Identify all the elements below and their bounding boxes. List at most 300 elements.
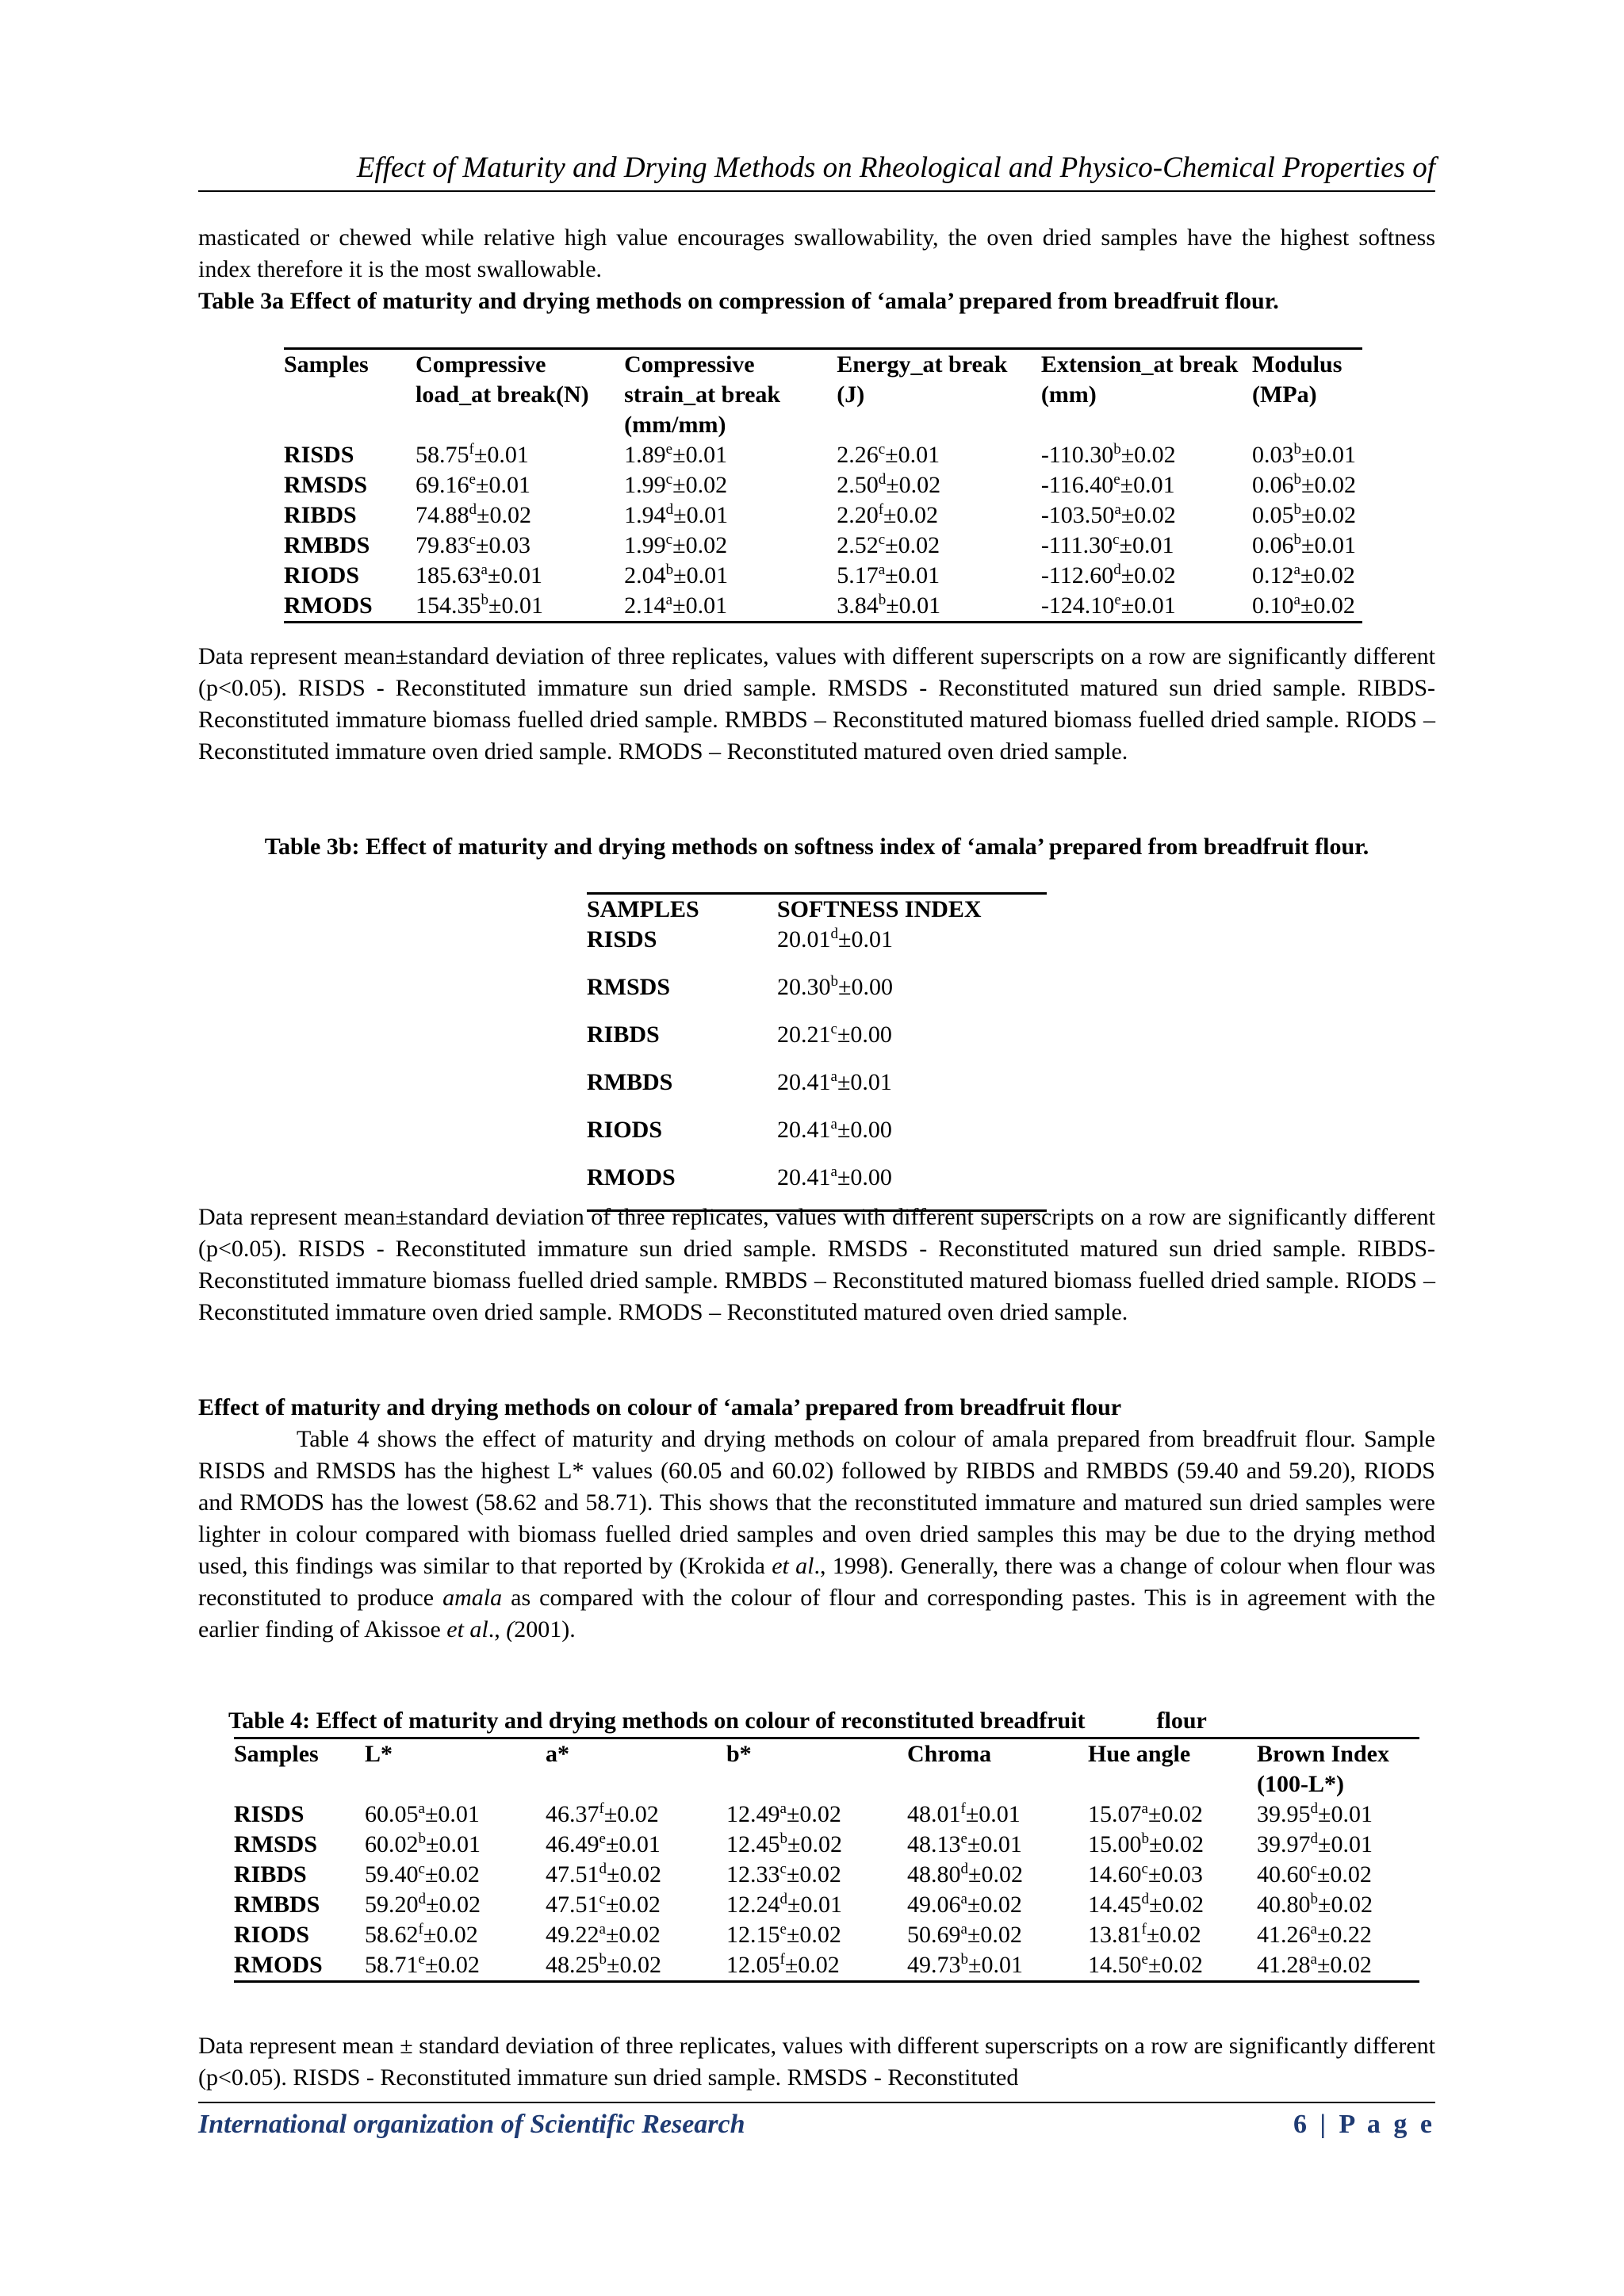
- header-rule: [198, 190, 1435, 192]
- table4-row: [234, 1920, 1419, 1950]
- cell-superscript: a: [779, 1800, 787, 1817]
- table4-note-block: [198, 2030, 1435, 2094]
- table3a-sample-label: RMBDS: [284, 532, 370, 558]
- table4-header-row: [234, 1738, 1419, 1800]
- cell-mean: 20.41: [777, 1117, 831, 1143]
- cell-sd: ±0.01: [672, 592, 728, 619]
- cell-superscript: c: [665, 531, 673, 548]
- cell-mean: -112.60: [1040, 562, 1114, 588]
- cell-mean: 59.20: [365, 1892, 419, 1918]
- table3b-row: [587, 1068, 1047, 1115]
- cell-sd: ±0.02: [1146, 1922, 1201, 1948]
- table3b-cell: [777, 972, 1047, 1020]
- cell-sd: ±0.02: [1301, 502, 1356, 528]
- cell-sd: ±0.01: [885, 562, 940, 588]
- cell-sd: ±0.02: [423, 1922, 478, 1948]
- cell-mean: 15.00: [1088, 1831, 1142, 1857]
- cell-sd: ±0.02: [1318, 1892, 1373, 1918]
- table3b-row: [587, 925, 1047, 972]
- cell-mean: 12.15: [726, 1922, 780, 1948]
- table3a-cell: [1041, 470, 1252, 500]
- cell-superscript: e: [779, 1921, 787, 1938]
- table4: [234, 1737, 1419, 1983]
- footer-page-number: 6 | P a g e: [1293, 2110, 1435, 2139]
- cell-superscript: a: [599, 1921, 606, 1938]
- table4-cell: [1088, 1890, 1257, 1920]
- cell-sd: ±0.01: [605, 1831, 661, 1857]
- cell-sd: ±0.01: [473, 442, 529, 468]
- cell-superscript: a: [960, 1891, 967, 1907]
- cell-mean: 20.30: [777, 974, 831, 1000]
- colour-paren: (: [506, 1616, 515, 1642]
- table3a-cell: [416, 531, 624, 561]
- table3b-cell: [777, 1020, 1047, 1068]
- cell-sd: ±0.01: [787, 1892, 842, 1918]
- cell-mean: 74.88: [416, 502, 469, 528]
- intro-block: [198, 222, 1435, 317]
- table3b-row: [587, 1115, 1047, 1163]
- cell-superscript: d: [878, 471, 887, 488]
- table3b-row: [587, 972, 1047, 1020]
- cell-mean: 0.12: [1252, 562, 1294, 588]
- cell-mean: 0.03: [1252, 442, 1294, 468]
- cell-mean: 20.41: [777, 1164, 831, 1190]
- cell-superscript: e: [418, 1951, 425, 1968]
- cell-sd: ±0.02: [786, 1861, 841, 1888]
- cell-superscript: d: [1141, 1891, 1149, 1907]
- cell-superscript: e: [1113, 471, 1120, 488]
- table4-cell: [907, 1860, 1088, 1890]
- cell-sd: ±0.01: [838, 926, 893, 953]
- table4-row: [234, 1950, 1419, 1982]
- cell-mean: 48.13: [907, 1831, 961, 1857]
- cell-superscript: c: [469, 531, 476, 548]
- table3a-cell: [837, 500, 1041, 531]
- table3b-row: [587, 1020, 1047, 1068]
- cell-superscript: b: [960, 1951, 968, 1968]
- cell-mean: 12.24: [726, 1892, 780, 1918]
- cell-superscript: a: [830, 1068, 837, 1085]
- table3b-wrapper: [587, 892, 1047, 1212]
- cell-superscript: f: [418, 1921, 423, 1938]
- cell-superscript: a: [665, 592, 673, 608]
- table3b-sample-label: RMSDS: [587, 974, 671, 1000]
- table4-cell: [1257, 1800, 1419, 1830]
- cell-superscript: e: [469, 471, 476, 488]
- table3b-caption-block: [198, 831, 1435, 863]
- cell-mean: 5.17: [837, 562, 879, 588]
- cell-mean: 49.06: [907, 1892, 961, 1918]
- cell-superscript: a: [1310, 1921, 1317, 1938]
- table3a-cell: [1041, 440, 1252, 470]
- cell-sd: ±0.01: [886, 592, 941, 619]
- cell-sd: ±0.01: [965, 1801, 1021, 1827]
- cell-mean: 0.06: [1252, 472, 1294, 498]
- table3b-cell: [777, 1068, 1047, 1115]
- cell-mean: 14.50: [1088, 1952, 1142, 1978]
- table3a-cell: [837, 470, 1041, 500]
- cell-mean: 47.51: [546, 1892, 599, 1918]
- table3b-sample-label: RMBDS: [587, 1069, 673, 1095]
- cell-superscript: a: [1293, 592, 1300, 608]
- table3a-sample-label: RIODS: [284, 562, 360, 588]
- cell-mean: 39.97: [1257, 1831, 1311, 1857]
- table3a-row: [284, 500, 1362, 531]
- cell-mean: 2.26: [837, 442, 879, 468]
- table4-cell: [907, 1830, 1088, 1860]
- cell-superscript: b: [1293, 531, 1301, 548]
- table4-cell: [1088, 1920, 1257, 1950]
- table4-header-6: Brown Index (100-L*): [1257, 1741, 1389, 1797]
- cell-mean: 39.95: [1257, 1801, 1311, 1827]
- colour-section-paragraph: [198, 1424, 1435, 1646]
- cell-mean: 1.99: [624, 472, 666, 498]
- cell-mean: 13.81: [1088, 1922, 1142, 1948]
- cell-sd: ±0.01: [475, 472, 530, 498]
- table3a-sample-label: RISDS: [284, 442, 354, 468]
- table4-note: Data represent mean ± standard deviation of three replicates, values with different superscripts on a row are significantly different (p<0.05). RISDS - Reconstituted immature sun dried sample. RMSDS - Reconstituted: [198, 2033, 1435, 2091]
- footer-journal: International organization of Scientific Research: [198, 2110, 745, 2139]
- cell-superscript: c: [665, 471, 673, 488]
- table3a-cell: [416, 440, 624, 470]
- cell-superscript: b: [481, 592, 489, 608]
- table3a-sample-label: RMODS: [284, 592, 373, 619]
- table3a-row: [284, 561, 1362, 591]
- table3a-header-3: Energy_at break (J): [837, 351, 1008, 408]
- cell-superscript: c: [878, 441, 886, 458]
- cell-mean: 47.51: [546, 1861, 599, 1888]
- table3b-sample-label: RMODS: [587, 1164, 676, 1190]
- cell-sd: ±0.02: [426, 1892, 481, 1918]
- table4-cell: [365, 1950, 546, 1982]
- cell-mean: 2.14: [624, 592, 666, 619]
- cell-sd: ±0.02: [672, 472, 728, 498]
- cell-sd: ±0.02: [605, 1892, 661, 1918]
- colour-section: [198, 1392, 1435, 1646]
- cell-mean: -103.50: [1040, 502, 1115, 528]
- table3a-sample-label: RMSDS: [284, 472, 368, 498]
- table4-cell: [365, 1830, 546, 1860]
- cell-sd: ±0.00: [838, 974, 893, 1000]
- cell-mean: -111.30: [1040, 532, 1113, 558]
- cell-mean: 12.49: [726, 1801, 780, 1827]
- cell-superscript: d: [830, 926, 838, 942]
- table3a-cell: [837, 531, 1041, 561]
- cell-superscript: d: [599, 1861, 607, 1877]
- table4-sample-label: RMSDS: [234, 1831, 318, 1857]
- colour-amala: amala: [442, 1585, 503, 1611]
- table4-cell: [907, 1800, 1088, 1830]
- table4-cell: [726, 1920, 907, 1950]
- cell-superscript: d: [469, 501, 477, 518]
- cell-superscript: a: [1293, 562, 1300, 578]
- cell-sd: ±0.01: [1318, 1801, 1373, 1827]
- cell-sd: ±0.02: [968, 1861, 1023, 1888]
- table4-cell: [1088, 1830, 1257, 1860]
- cell-sd: ±0.01: [673, 502, 729, 528]
- table3a-caption: Table 3a Effect of maturity and drying methods on compression of ‘amala’ prepared from breadfruit flour.: [198, 288, 1279, 314]
- cell-sd: ±0.02: [786, 1801, 841, 1827]
- cell-sd: ±0.02: [787, 1831, 842, 1857]
- cell-mean: 58.71: [365, 1952, 419, 1978]
- cell-mean: 20.41: [777, 1069, 831, 1095]
- cell-mean: 40.60: [1257, 1861, 1311, 1888]
- table3b-sample-label: RIODS: [587, 1117, 663, 1143]
- table3a-cell: [837, 561, 1041, 591]
- table3a-cell: [1041, 500, 1252, 531]
- table4-sample-label: RISDS: [234, 1801, 304, 1827]
- table3a-cell: [1041, 561, 1252, 591]
- cell-superscript: b: [779, 1830, 787, 1847]
- cell-superscript: d: [1310, 1800, 1318, 1817]
- cell-sd: ±0.01: [424, 1801, 480, 1827]
- table3a-note: Data represent mean±standard deviation of three replicates, values with different superscripts on a row are significantly different (p<0.05). RISDS - Reconstituted immature sun dried sample. RMSDS - Reconstituted matured sun dried sample. RIBDS- Reconstituted immature biomass fuelled dried sample. RMBDS – Reconstituted matured biomass fuelled dried sample. RIODS – Reconstituted immature oven dried sample. RMODS – Reconstituted matured oven dried sample.: [198, 643, 1435, 765]
- cell-mean: 40.80: [1257, 1892, 1311, 1918]
- cell-sd: ±0.01: [1119, 532, 1174, 558]
- cell-mean: 79.83: [416, 532, 469, 558]
- cell-superscript: b: [418, 1830, 426, 1847]
- cell-sd: ±0.01: [1120, 592, 1176, 619]
- table4-cell: [365, 1860, 546, 1890]
- cell-superscript: e: [665, 441, 673, 458]
- cell-superscript: c: [599, 1891, 606, 1907]
- cell-sd: ±0.01: [487, 562, 542, 588]
- table3a-sample-label: RIBDS: [284, 502, 357, 528]
- cell-sd: ±0.02: [784, 1952, 840, 1978]
- table4-cell: [1088, 1860, 1257, 1890]
- cell-mean: 41.28: [1257, 1952, 1311, 1978]
- table4-header-2: a*: [546, 1741, 569, 1767]
- cell-mean: 3.84: [837, 592, 879, 619]
- table4-header-3: b*: [726, 1741, 752, 1767]
- table3a-cell: [837, 440, 1041, 470]
- table4-header-4: Chroma: [907, 1741, 992, 1767]
- table4-cell: [546, 1830, 726, 1860]
- cell-superscript: b: [1293, 471, 1301, 488]
- cell-sd: ±0.01: [1301, 532, 1356, 558]
- cell-sd: ±0.22: [1316, 1922, 1372, 1948]
- cell-superscript: c: [878, 531, 886, 548]
- table4-row: [234, 1860, 1419, 1890]
- table4-cell: [726, 1800, 907, 1830]
- cell-mean: 60.05: [365, 1801, 419, 1827]
- cell-mean: 50.69: [907, 1922, 961, 1948]
- cell-sd: ±0.00: [837, 1164, 892, 1190]
- cell-sd: ±0.02: [672, 532, 728, 558]
- cell-mean: 48.80: [907, 1861, 961, 1888]
- cell-mean: 2.52: [837, 532, 879, 558]
- cell-mean: 41.26: [1257, 1922, 1311, 1948]
- cell-sd: ±0.03: [1147, 1861, 1203, 1888]
- cell-superscript: a: [1141, 1800, 1148, 1817]
- cell-mean: 20.21: [777, 1022, 831, 1048]
- cell-mean: 46.37: [546, 1801, 599, 1827]
- intro-paragraph: masticated or chewed while relative high value encourages swallowability, the oven dried samples have the highest softness index therefore it is the most swallowable.: [198, 224, 1435, 282]
- table4-cell: [1257, 1920, 1419, 1950]
- cell-superscript: a: [960, 1921, 967, 1938]
- cell-mean: -116.40: [1040, 472, 1114, 498]
- table4-cell: [726, 1830, 907, 1860]
- table4-cell: [546, 1800, 726, 1830]
- cell-sd: ±0.01: [837, 1069, 892, 1095]
- cell-sd: ±0.02: [1147, 1801, 1203, 1827]
- cell-sd: ±0.02: [607, 1952, 661, 1978]
- cell-superscript: f: [469, 441, 474, 458]
- cell-mean: 20.01: [777, 926, 831, 953]
- cell-sd: ±0.03: [475, 532, 530, 558]
- cell-sd: ±0.01: [488, 592, 544, 619]
- cell-mean: -124.10: [1040, 592, 1115, 619]
- table3a-header-1: Compressive load_at break(N): [416, 351, 589, 408]
- table4-sample-label: RIBDS: [234, 1861, 307, 1888]
- cell-sd: ±0.02: [1120, 442, 1176, 468]
- table4-cell: [726, 1860, 907, 1890]
- cell-mean: 69.16: [416, 472, 469, 498]
- table3a-cell: [1041, 531, 1252, 561]
- cell-sd: ±0.02: [883, 502, 938, 528]
- table4-cell: [546, 1920, 726, 1950]
- table4-cell: [907, 1920, 1088, 1950]
- cell-sd: ±0.01: [1318, 1831, 1373, 1857]
- cell-mean: 14.45: [1088, 1892, 1142, 1918]
- cell-mean: 48.25: [546, 1952, 599, 1978]
- cell-mean: 59.40: [365, 1861, 419, 1888]
- cell-superscript: f: [779, 1951, 785, 1968]
- cell-sd: ±0.02: [885, 532, 940, 558]
- table3a-header-2: Compressive strain_at break (mm/mm): [624, 351, 781, 438]
- table4-sample-label: RIODS: [234, 1922, 310, 1948]
- table4-wrapper: [234, 1737, 1419, 1983]
- table3a-header-5: Modulus (MPa): [1252, 351, 1342, 408]
- table4-header-0: Samples: [234, 1741, 319, 1767]
- cell-mean: 14.60: [1088, 1861, 1142, 1888]
- table3b-cell: [777, 925, 1047, 972]
- cell-mean: 1.99: [624, 532, 666, 558]
- table3a-cell: [837, 591, 1041, 623]
- table3a-cell: [624, 440, 837, 470]
- table3a-cell: [416, 500, 624, 531]
- table4-row: [234, 1830, 1419, 1860]
- cell-sd: ±0.02: [967, 1892, 1022, 1918]
- table4-cell: [1257, 1830, 1419, 1860]
- table4-cell: [546, 1950, 726, 1982]
- cell-sd: ±0.02: [1300, 562, 1355, 588]
- table4-cell: [1088, 1950, 1257, 1982]
- table3a-header-0: Samples: [284, 351, 369, 378]
- footer-rule: [198, 2102, 1435, 2103]
- cell-superscript: e: [960, 1830, 967, 1847]
- cell-mean: 15.07: [1088, 1801, 1142, 1827]
- table4-cell: [726, 1950, 907, 1982]
- cell-mean: 2.04: [624, 562, 666, 588]
- table4-cell: [907, 1890, 1088, 1920]
- cell-mean: 58.62: [365, 1922, 419, 1948]
- cell-superscript: f: [878, 501, 884, 518]
- cell-mean: -110.30: [1040, 442, 1114, 468]
- cell-sd: ±0.01: [968, 1952, 1023, 1978]
- table3b-sample-label: RISDS: [587, 926, 657, 953]
- cell-superscript: a: [830, 1116, 837, 1133]
- cell-sd: ±0.01: [673, 562, 729, 588]
- cell-mean: 58.75: [416, 442, 469, 468]
- cell-superscript: c: [830, 1021, 837, 1037]
- cell-sd: ±0.02: [1149, 1892, 1204, 1918]
- cell-mean: 2.50: [837, 472, 879, 498]
- cell-superscript: a: [1310, 1951, 1317, 1968]
- table3b-note-block: [198, 1202, 1435, 1328]
- table3a-header-4: Extension_at break (mm): [1040, 351, 1239, 408]
- cell-mean: 185.63: [416, 562, 481, 588]
- cell-superscript: a: [878, 562, 886, 578]
- table4-caption: Table 4: Effect of maturity and drying methods on colour of reconstituted breadfruit flour: [228, 1708, 1207, 1734]
- cell-mean: 1.94: [624, 502, 666, 528]
- cell-sd: ±0.00: [837, 1117, 892, 1143]
- cell-superscript: a: [830, 1163, 837, 1180]
- cell-superscript: d: [1310, 1830, 1318, 1847]
- cell-mean: 49.22: [546, 1922, 599, 1948]
- cell-superscript: f: [960, 1800, 966, 1817]
- colour-text-3: as compared with the colour of flour and corresponding pastes. This is in agreement with the earlier finding of Akissoe: [198, 1585, 1435, 1642]
- cell-superscript: d: [1113, 562, 1121, 578]
- colour-etal-2: et al: [446, 1616, 488, 1642]
- cell-mean: 46.49: [546, 1831, 599, 1857]
- cell-superscript: b: [599, 1951, 607, 1968]
- cell-mean: 2.20: [837, 502, 879, 528]
- table4-cell: [546, 1890, 726, 1920]
- cell-sd: ±0.02: [1147, 1952, 1203, 1978]
- colour-text-5: 2001).: [514, 1616, 576, 1642]
- cell-sd: ±0.01: [885, 442, 940, 468]
- table3a-cell: [416, 561, 624, 591]
- cell-superscript: b: [1310, 1891, 1318, 1907]
- colour-text-4: .,: [488, 1616, 507, 1642]
- running-head: Effect of Maturity and Drying Methods on Rheological and Physico-Chemical Properties of: [356, 151, 1435, 184]
- cell-mean: 0.10: [1252, 592, 1294, 619]
- cell-sd: ±0.02: [477, 502, 532, 528]
- cell-sd: ±0.02: [886, 472, 941, 498]
- table3b-caption: Table 3b: Effect of maturity and drying methods on softness index of ‘amala’ prepared from breadfruit flour.: [264, 834, 1369, 860]
- cell-sd: ±0.02: [1120, 562, 1176, 588]
- table3a-cell: [1252, 440, 1362, 470]
- table3a-cell: [1252, 470, 1362, 500]
- cell-mean: 12.45: [726, 1831, 780, 1857]
- table3a-cell: [1252, 531, 1362, 561]
- table3a-cell: [1252, 561, 1362, 591]
- table4-caption-block: [228, 1705, 1418, 1737]
- table4-row: [234, 1890, 1419, 1920]
- cell-sd: ±0.02: [607, 1861, 661, 1888]
- cell-superscript: e: [1114, 592, 1121, 608]
- cell-sd: ±0.01: [967, 1831, 1022, 1857]
- cell-superscript: d: [779, 1891, 787, 1907]
- cell-sd: ±0.02: [1316, 1861, 1372, 1888]
- table3b-note: Data represent mean±standard deviation of three replicates, values with different superscripts on a row are significantly different (p<0.05). RISDS - Reconstituted immature sun dried sample. RMSDS - Reconstituted matured sun dried sample. RIBDS- Reconstituted immature biomass fuelled dried sample. RMBDS – Reconstituted matured biomass fuelled dried sample. RIODS – Reconstituted immature oven dried sample. RMODS – Reconstituted matured oven dried sample.: [198, 1204, 1435, 1325]
- cell-superscript: b: [1141, 1830, 1149, 1847]
- cell-sd: ±0.02: [424, 1952, 480, 1978]
- table3b-header-0: SAMPLES: [587, 896, 699, 922]
- table4-row: [234, 1800, 1419, 1830]
- cell-mean: 0.06: [1252, 532, 1294, 558]
- table3a-wrapper: [284, 347, 1362, 623]
- cell-sd: ±0.02: [1316, 1952, 1372, 1978]
- colour-text-2: ., 1998). Generally, there was a change of colour when flour was reconstituted to produce: [198, 1553, 1435, 1611]
- table3a-cell: [624, 591, 837, 623]
- cell-superscript: b: [878, 592, 887, 608]
- cell-superscript: c: [1141, 1861, 1148, 1877]
- table3a-cell: [416, 591, 624, 623]
- table3a-cell: [624, 470, 837, 500]
- cell-superscript: e: [599, 1830, 606, 1847]
